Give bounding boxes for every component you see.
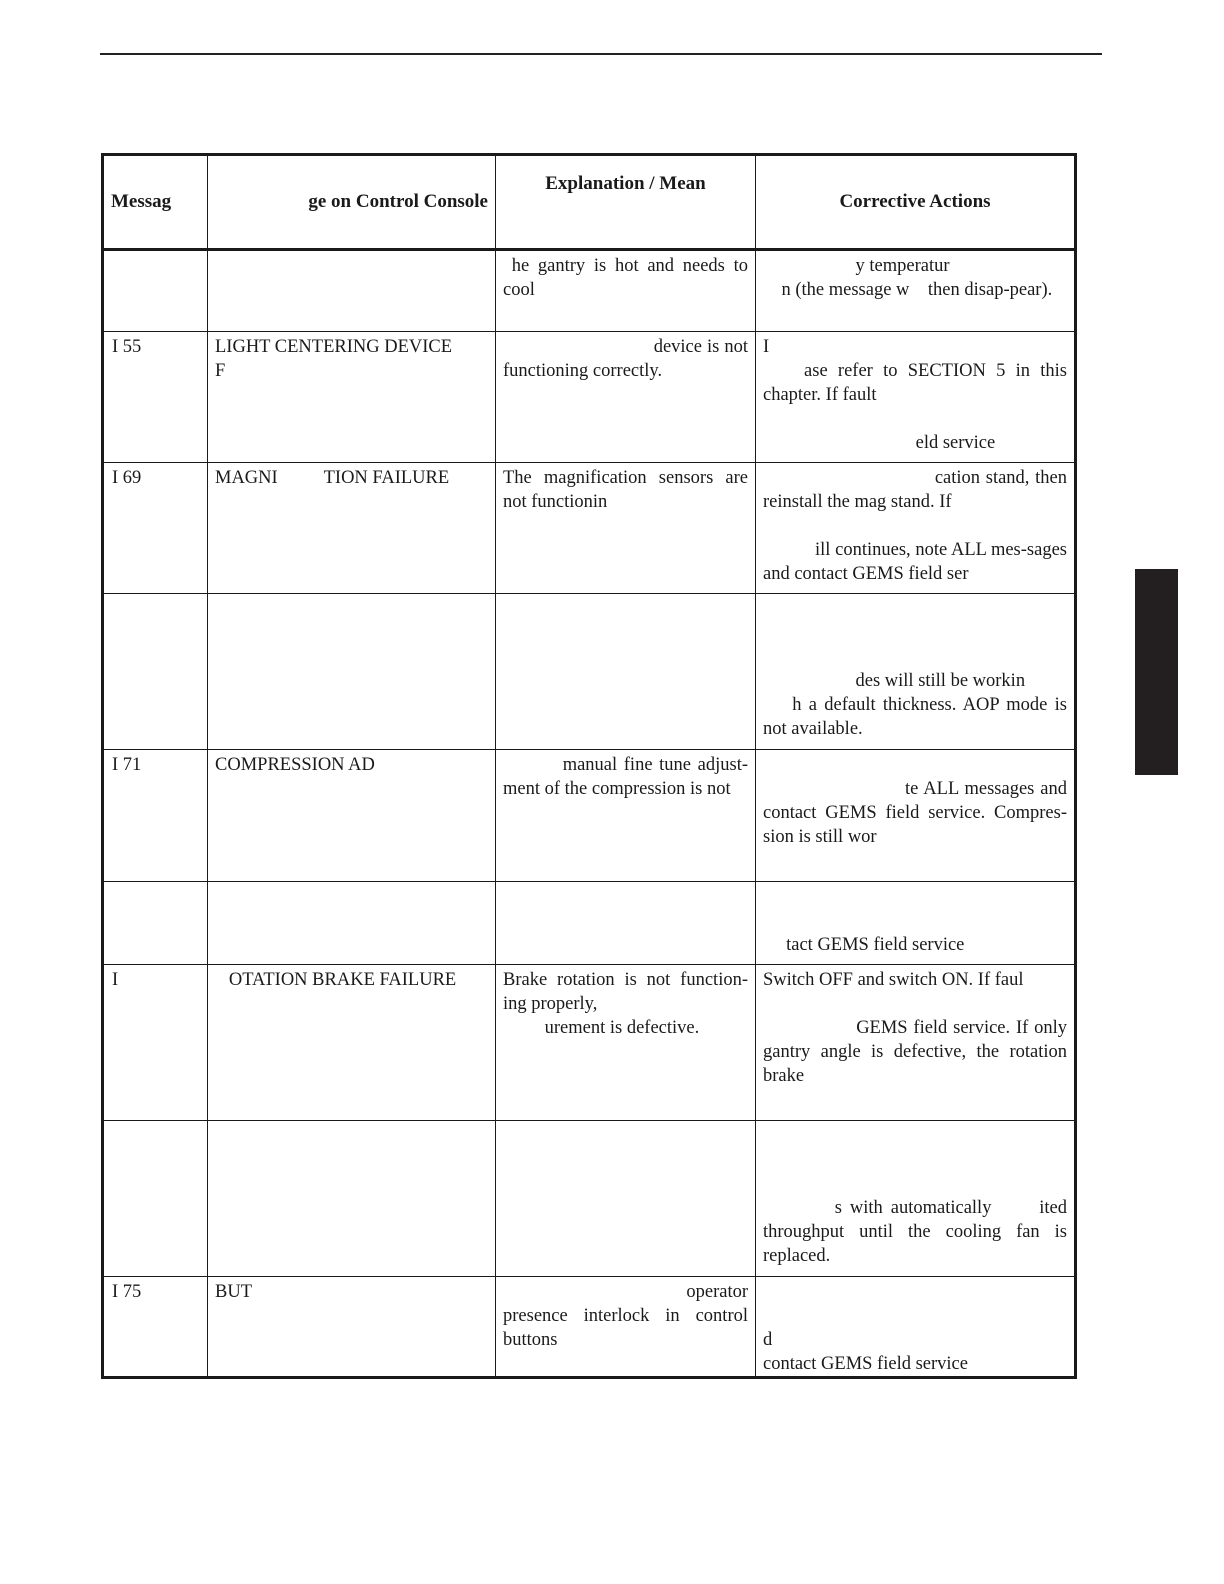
- row-code: [103, 1121, 208, 1277]
- table-row: [103, 594, 1076, 750]
- row-explanation: [496, 882, 756, 965]
- row-message: [208, 250, 496, 332]
- row-actions: des will still be workin h a default thickness. AOP mode is not available.: [756, 594, 1076, 750]
- row-message: [208, 1121, 496, 1277]
- table-row: [103, 332, 1076, 463]
- row-actions: te ALL messages and contact GEMS field service. Compres-sion is still wor: [756, 750, 1076, 882]
- messages-table: [101, 153, 1077, 1379]
- header-code: Messag: [103, 155, 208, 250]
- row-actions: tact GEMS field service: [756, 882, 1076, 965]
- row-actions: d contact GEMS field service: [756, 1277, 1076, 1378]
- table-row: [103, 1277, 1076, 1378]
- row-explanation: Brake rotation is not function-ing properly, urement is defective.: [496, 965, 756, 1121]
- row-actions: Switch OFF and switch ON. If faul GEMS field service. If only gantry angle is defective, the rotation brake: [756, 965, 1076, 1121]
- row-actions: y temperatur n (the message w then disap-pear).: [756, 250, 1076, 332]
- row-explanation: manual fine tune adjust-ment of the compression is not: [496, 750, 756, 882]
- row-message: BUT: [208, 1277, 496, 1378]
- table-row: [103, 965, 1076, 1121]
- row-explanation: The magnification sensors are not functionin: [496, 463, 756, 594]
- row-actions: I ase refer to SECTION 5 in this chapter. If fault eld service: [756, 332, 1076, 463]
- row-message: MAGNI TION FAILURE: [208, 463, 496, 594]
- row-explanation: he gantry is hot and needs to cool: [496, 250, 756, 332]
- row-explanation: operator presence interlock in control buttons: [496, 1277, 756, 1378]
- row-code: I: [103, 965, 208, 1121]
- table-row: [103, 1121, 1076, 1277]
- row-message: COMPRESSION AD: [208, 750, 496, 882]
- row-code: I 55: [103, 332, 208, 463]
- header-message: ge on Control Console: [208, 155, 496, 250]
- section-thumb-tab: [1135, 569, 1178, 775]
- top-rule: [100, 53, 1102, 55]
- table-row: [103, 882, 1076, 965]
- header-explanation: Explanation / Mean: [496, 155, 756, 250]
- row-code: I 75: [103, 1277, 208, 1378]
- row-explanation: [496, 594, 756, 750]
- table-row: [103, 250, 1076, 332]
- table-row: [103, 463, 1076, 594]
- row-explanation: [496, 1121, 756, 1277]
- row-message: OTATION BRAKE FAILURE: [208, 965, 496, 1121]
- row-actions: cation stand, then reinstall the mag stand. If ill continues, note ALL mes-sages and contact GEMS field ser: [756, 463, 1076, 594]
- row-message: LIGHT CENTERING DEVICE F: [208, 332, 496, 463]
- row-actions: s with automatically ited throughput until the cooling fan is replaced.: [756, 1121, 1076, 1277]
- row-message: [208, 882, 496, 965]
- table-row: [103, 750, 1076, 882]
- row-code: I 71: [103, 750, 208, 882]
- table-header-row: [103, 155, 1076, 250]
- row-message: [208, 594, 496, 750]
- row-code: [103, 250, 208, 332]
- row-code: [103, 594, 208, 750]
- row-code: [103, 882, 208, 965]
- header-actions: Corrective Actions: [756, 155, 1076, 250]
- row-code: I 69: [103, 463, 208, 594]
- row-explanation: device is not functioning correctly.: [496, 332, 756, 463]
